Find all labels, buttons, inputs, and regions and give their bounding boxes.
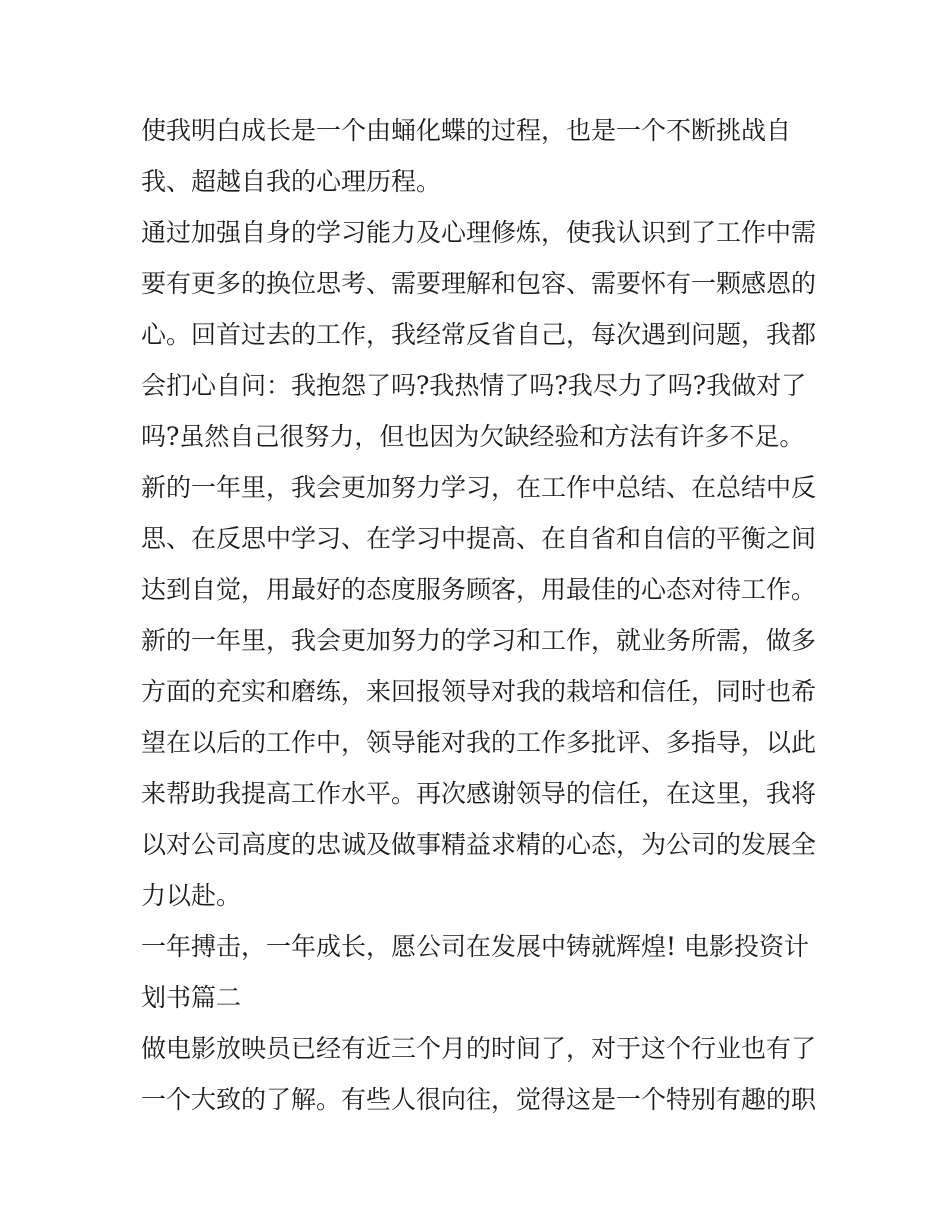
document-body [141, 105, 821, 1125]
text-line: 做电影放映员已经有近三个月的时间了，对于这个行业也有了 [141, 1034, 817, 1063]
text-line: 心。回首过去的工作，我经常反省自己，每次遇到问题，我都 [141, 320, 817, 349]
text-line: 新的一年里，我会更加努力的学习和工作，就业务所需，做多 [141, 626, 817, 655]
text-line: 一年搏击，一年成长，愿公司在发展中铸就辉煌! 电影投资计 [141, 932, 809, 961]
text-line: 达到自觉，用最好的态度服务顾客，用最佳的心态对待工作。 [141, 575, 817, 604]
text-line: 通过加强自身的学习能力及心理修炼，使我认识到了工作中需 [141, 218, 817, 247]
text-line: 力以赴。 [141, 881, 242, 910]
text-line: 以对公司高度的忠诚及做事精益求精的心态，为公司的发展全 [141, 830, 817, 859]
text-line: 会扪心自问：我抱怨了吗?我热情了吗?我尽力了吗?我做对了 [141, 371, 807, 400]
text-line: 使我明白成长是一个由蛹化蝶的过程，也是一个不断挑战自 [141, 116, 792, 145]
text-line: 要有更多的换位思考、需要理解和包容、需要怀有一颗感恩的 [141, 269, 817, 298]
text-line: 思、在反思中学习、在学习中提高、在自省和自信的平衡之间 [141, 524, 817, 553]
text-line: 划书篇二 [141, 983, 242, 1012]
text-line: 我、超越自我的心理历程。 [141, 167, 442, 196]
text-line: 吗?虽然自己很努力，但也因为欠缺经验和方法有许多不足。 [141, 422, 805, 451]
text-line: 来帮助我提高工作水平。再次感谢领导的信任，在这里，我将 [141, 779, 817, 808]
text-line: 方面的充实和磨练，来回报领导对我的栽培和信任，同时也希 [141, 677, 817, 706]
text-line: 一个大致的了解。有些人很向往，觉得这是一个特别有趣的职 [141, 1085, 817, 1114]
text-line: 望在以后的工作中，领导能对我的工作多批评、多指导，以此 [141, 728, 817, 757]
text-line: 新的一年里，我会更加努力学习，在工作中总结、在总结中反 [141, 473, 817, 502]
